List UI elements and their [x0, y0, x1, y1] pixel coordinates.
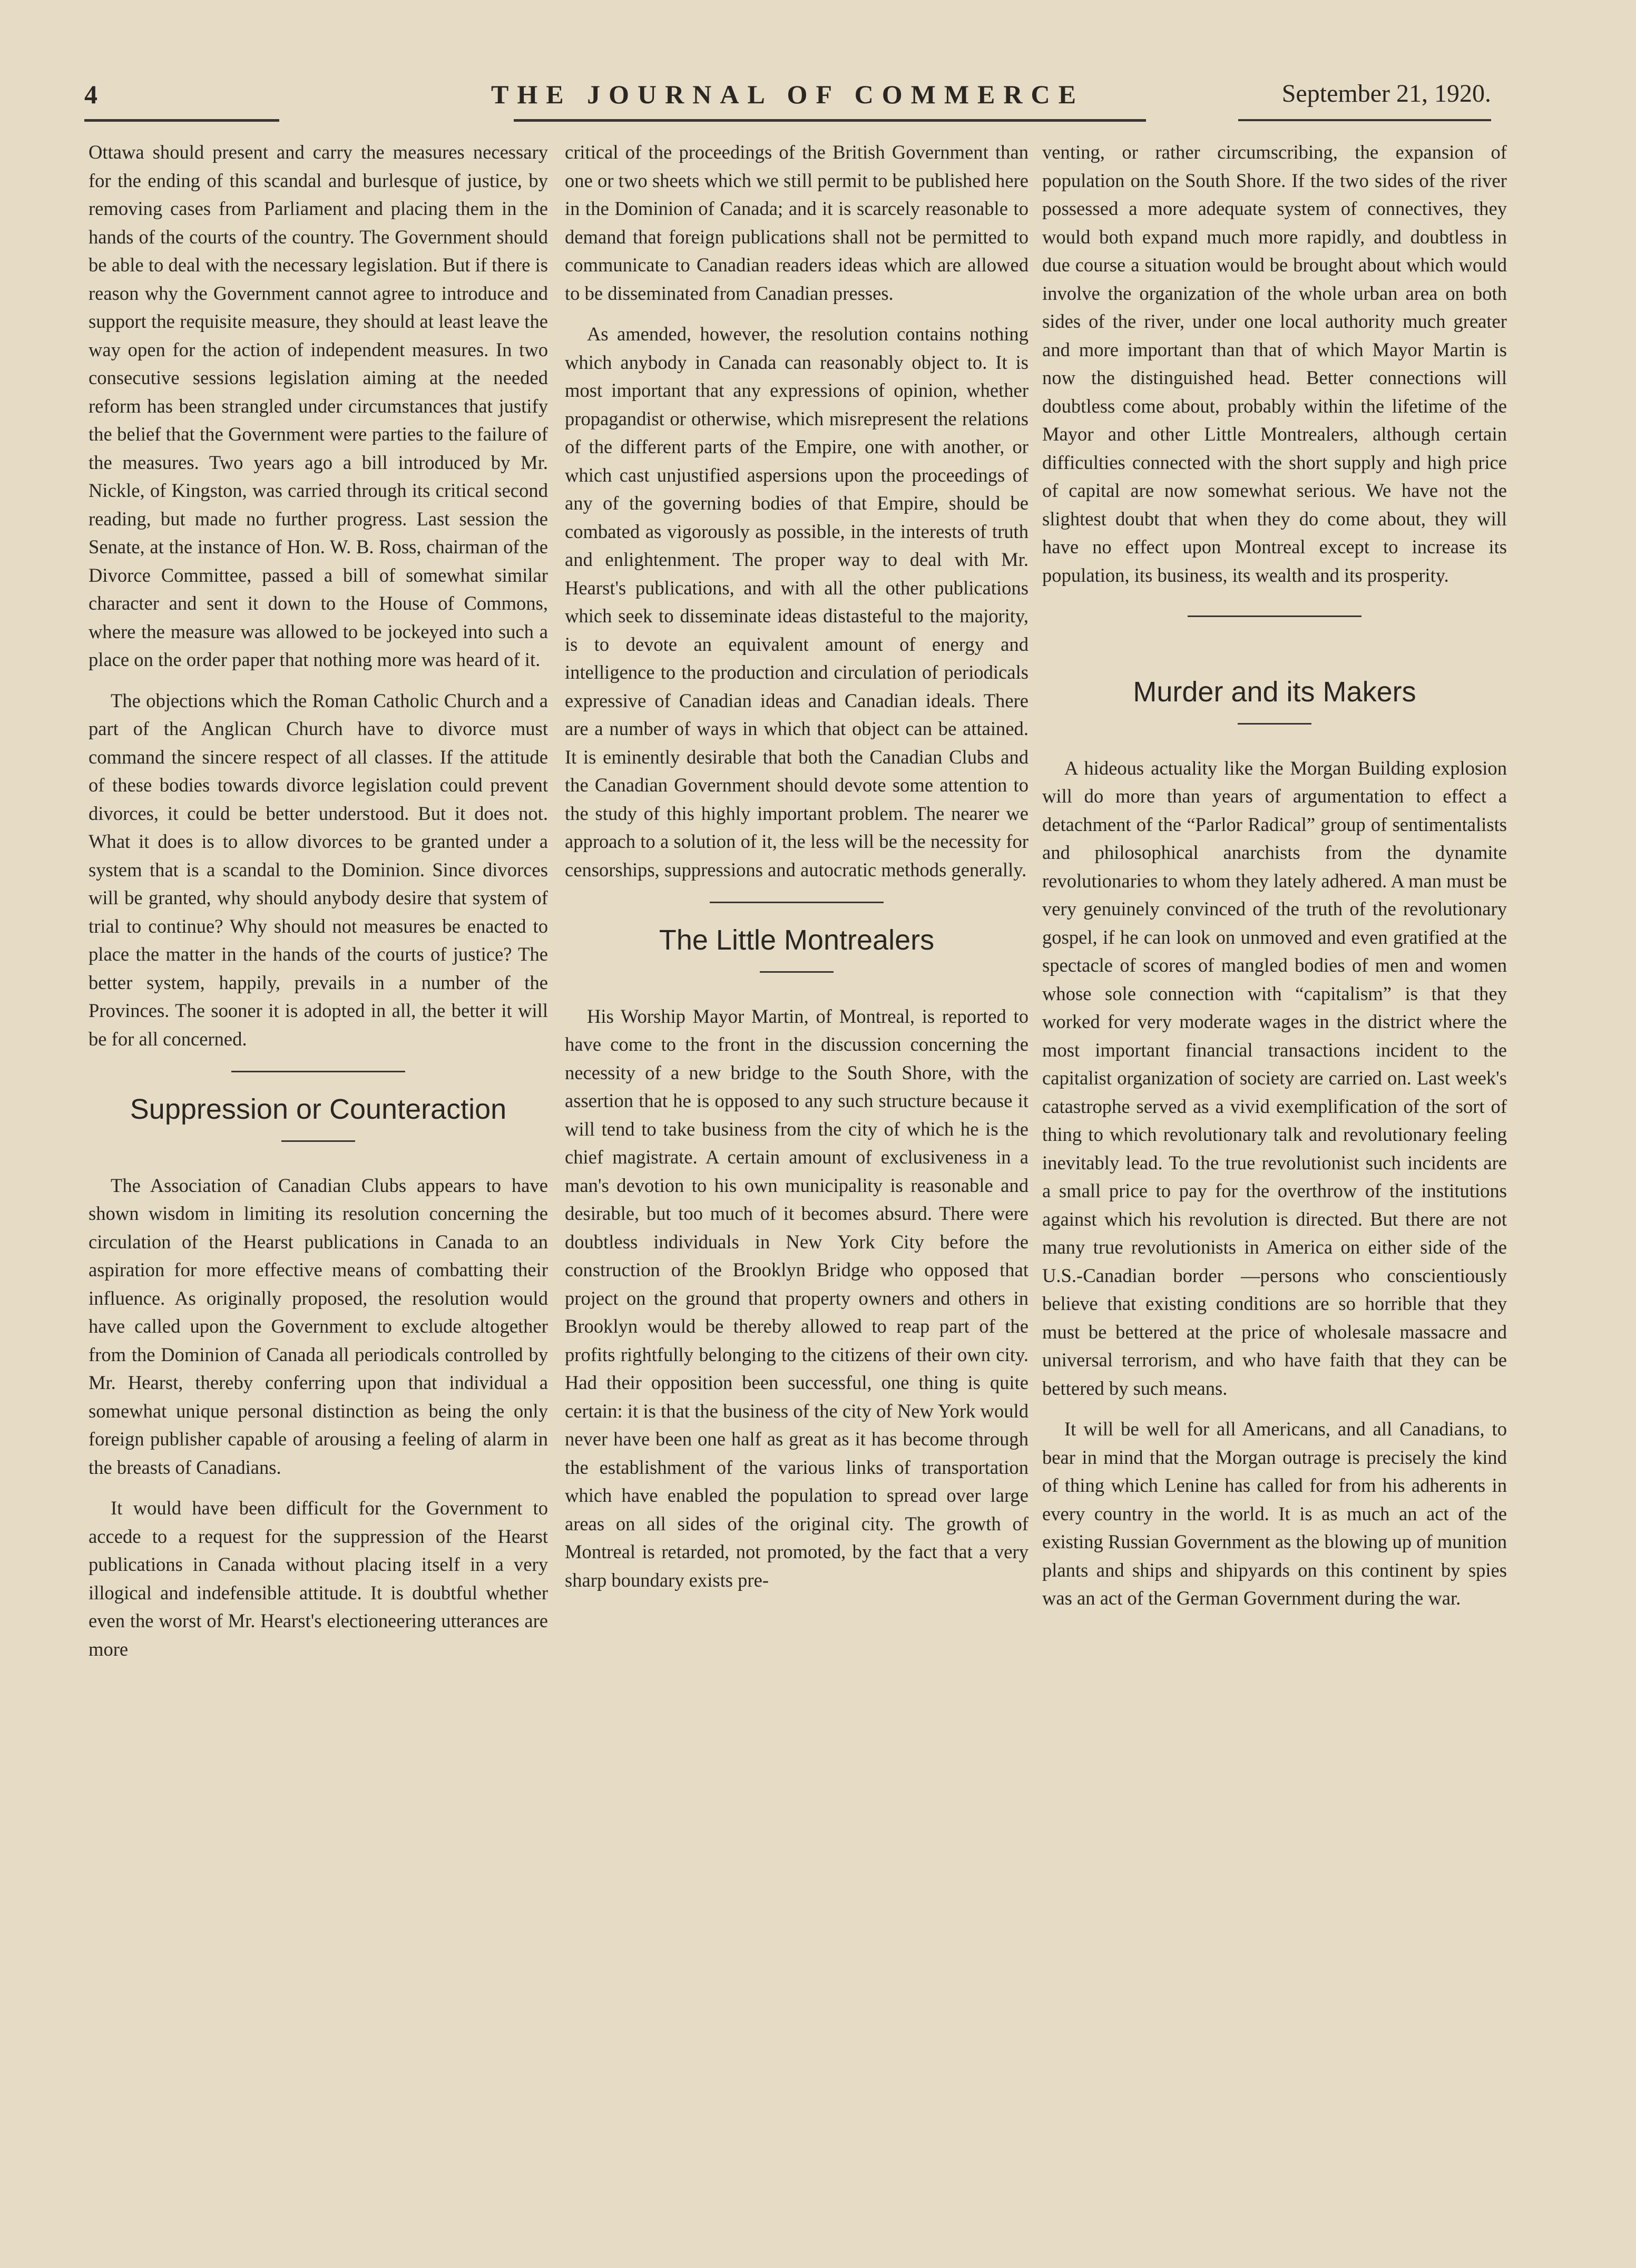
page-number: 4	[84, 80, 97, 109]
article-title-little-montrealers: The Little Montrealers	[659, 924, 935, 956]
journal-title: THE JOURNAL OF COMMERCE	[491, 80, 1084, 109]
paragraph: As amended, however, the resolution contains nothing which anybody in Canada can reasonably object to. It is most important that any expressions of opinion, whether propagandist or otherwise, which misrepresent the relations of the different parts of the Empire, one with another, or which cast unjustified aspersions upon the proceedings of any of the governing bodies of that Empire, should be combated as vigorously as possible, in the interests of truth and enlightenment. The proper way to deal with Mr. Hearst's publications, and with all the other publications which seek to disseminate ideas distasteful to the majority, is to devote an equivalent amount of energy and intelligence to the production and circulation of periodicals expressive of Canadian ideas and Canadian ideals. There are a number of ways in which that object can be attained. It is eminently desirable that both the Canadian Clubs and the Canadian Government should devote some attention to the study of this highly important problem. The nearer we approach to a solution of it, the less will be the necessity for censorships, suppressions and autocratic methods generally.	[565, 323, 1028, 881]
title-underline	[760, 971, 834, 973]
header-rule-right	[1238, 119, 1491, 121]
paragraph: It would have been difficult for the Government to accede to a request for the suppression of the Hearst publications in Canada without placing itself in a very illogical and indefensible attitude. It is doubtful whether even the worst of Mr. Hearst's electioneering utterances are more	[89, 1497, 548, 1660]
column-3	[1042, 138, 1507, 1625]
title-underline	[281, 1140, 355, 1142]
article-title-murder: Murder and its Makers	[1133, 676, 1416, 708]
paragraph: The objections which the Roman Catholic Church and a part of the Anglican Church have to divorce must command the sincere respect of all classes. If the attitude of these bodies towards divorce legislation could prevent divorces, it could be better understood. But it does not. What it does is to allow divorces to be granted under a system that is a scandal to the Dominion. Since divorces will be granted, why should anybody desire that system of trial to continue? Why should not measures be enacted to place the matter in the hands of the courts of justice? The better system, happily, prevails in a number of the Provinces. The sooner it is adopted in all, the better it will be for all concerned.	[89, 689, 548, 1050]
paragraph: It will be well for all Americans, and all Canadians, to bear in mind that the Morgan outrage is precisely the kind of thing which Lenine has called for from his adherents in every country in the world. It is as much an act of the existing Russian Government as the blowing up of munition plants and ships and shipyards on this continent by spies was an act of the German Government during the war.	[1042, 1418, 1507, 1609]
paragraph: critical of the proceedings of the British Government than one or two sheets which we still permit to be published here in the Dominion of Canada; and it is scarcely reasonable to demand that foreign publications shall not be permitted to communicate to Canadian readers ideas which are allowed to be disseminated from Canadian presses.	[565, 141, 1028, 304]
page-header	[84, 79, 1491, 121]
article-separator	[710, 902, 884, 903]
paragraph: His Worship Mayor Martin, of Montreal, is reported to have come to the front in the discussion concerning the necessity of a new bridge to the South Shore, with the assertion that he is opposed to any such structure because it will tend to take business from the city of which he is the chief magistrate. A certain amount of exclusiveness in a man's devotion to his own municipality is reasonable and desirable, but too much of it becomes absurd. There were doubtless individuals in New York City before the construction of the Brooklyn Bridge who opposed that project on the ground that property owners and others in Brooklyn would be thereby allowed to reap part of the profits rightfully belonging to the citizens of their own city. Had their opposition been successful, one thing is quite certain: it is that the business of the city of New York would never have been one half as great as it has become through the establishment of the various links of transportation which have enabled the population to spread over large areas on all sides of the original city. The growth of Montreal is retarded, not promoted, by the fact that a very sharp boundary exists pre-	[565, 1005, 1028, 1591]
column-1	[89, 138, 548, 1676]
paragraph: venting, or rather circumscribing, the expansion of population on the South Shore. If the two sides of the river possessed a more adequate system of connectives, they would both expand much more rapidly, and doubtless in due course a situation would be brought about which would involve the organization of the whole urban area on both sides of the river, under one local authority much greater and more important than that of which Mayor Martin is now the distinguished head. Better connections will doubtless come about, probably within the lifetime of the Mayor and other Little Montrealers, although certain difficulties connected with the short supply and high price of capital are now somewhat serious. We have not the slightest doubt that when they do come about, they will have no effect upon Montreal except to increase its population, its business, its wealth and its prosperity.	[1042, 141, 1507, 586]
issue-date: September 21, 1920.	[1281, 80, 1491, 107]
column-2	[565, 138, 1028, 1607]
title-underline	[1238, 723, 1311, 725]
paragraph: A hideous actuality like the Morgan Building explosion will do more than years of argumentation to effect a detachment of the “Parlor Radical” group of sentimentalists and philosophical anarchists from the dynamite revolutionaries to whom they lately adhered. A man must be very genuinely convinced of the truth of the revolutionary gospel, if he can look on unmoved and even gratified at the spectacle of scores of mangled bodies of men and women whose sole connection with “capitalism” is that they worked for very moderate wages in the district where the most important financial transactions incident to the capitalist organization of society are carried on. Last week's catastrophe served as a vivid exemplification of the sort of thing to which revolutionary talk and revolutionary feeling inevitably lead. To the true revolutionist such incidents are a small price to pay for the overthrow of the institutions against which his revolution is directed. But there are not many true revolutionists in America on either side of the U.S.-Canadian border —persons who conscientiously believe that existing conditions are so horrible that they must be bettered at the price of wholesale massacre and universal terrorism, and who have faith that they can be bettered by such means.	[1042, 757, 1507, 1399]
paragraph: Ottawa should present and carry the measures necessary for the ending of this scandal and burlesque of justice, by removing cases from Parliament and placing them in the hands of the courts of the country. The Government should be able to deal with the necessary legislation. But if there is reason why the Government cannot agree to introduce and support the requisite measure, they should at least leave the way open for the action of independent measures. In two consecutive sessions legislation aiming at the needed reform has been strangled under circumstances that justify the belief that the Government were parties to the failure of the measures. Two years ago a bill introduced by Mr. Nickle, of Kingston, was carried through its critical second reading, but made no further progress. Last session the Senate, at the instance of Hon. W. B. Ross, chairman of the Divorce Committee, passed a bill of somewhat similar character and sent it down to the House of Commons, where the measure was allowed to be jockeyed into such a place on the order paper that nothing more was heard of it.	[89, 141, 548, 670]
article-separator	[231, 1071, 405, 1072]
article-title-suppression: Suppression or Counteraction	[130, 1093, 507, 1125]
header-rule-center	[514, 119, 1146, 122]
article-separator	[1188, 615, 1361, 617]
header-rule-left	[84, 119, 279, 122]
paragraph: The Association of Canadian Clubs appears to have shown wisdom in limiting its resolution concerning the circulation of the Hearst publications in Canada to an aspiration for more effective means of combatting their influence. As originally proposed, the resolution would have called upon the Government to exclude altogether from the Dominion of Canada all periodicals controlled by Mr. Hearst, thereby conferring upon that individual a somewhat unique personal distinction as being the only foreign publisher capable of arousing a feeling of alarm in the breasts of Canadians.	[89, 1174, 548, 1478]
